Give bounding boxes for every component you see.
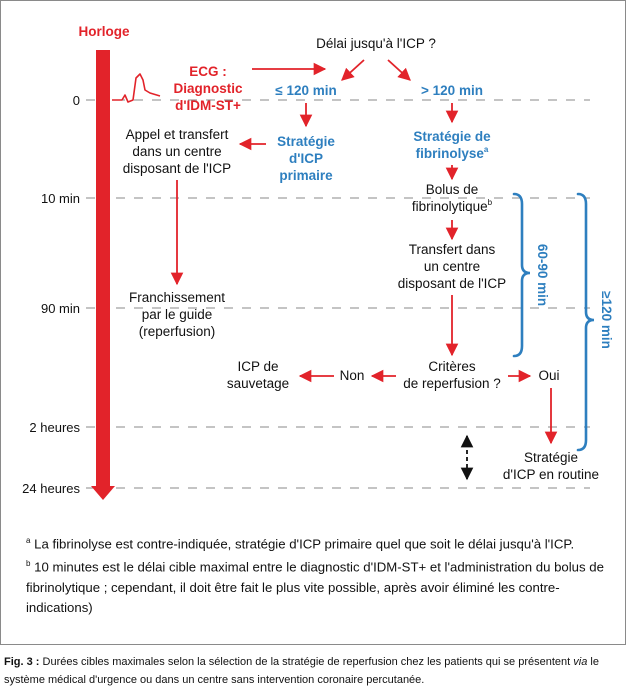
delay-question: Délai jusqu'à l'ICP ? (316, 36, 436, 51)
guide-line1: Franchissement (128, 290, 226, 305)
brace-60-90-label: 60-90 min (535, 243, 550, 307)
ecg-label-line1: ECG : (189, 64, 227, 79)
fibrinolysis-strategy-line1: Stratégie de (413, 129, 491, 144)
routine-line1: Stratégie (523, 450, 579, 465)
criteria-line1: Critères (428, 359, 476, 374)
tick-10min: 10 min (40, 191, 80, 206)
caption-italic: via (573, 656, 588, 668)
bolus-line2: fibrinolytique$^b$ (411, 198, 493, 214)
ecg-label-line2: Diagnostic (173, 81, 243, 96)
ecg-waveform-icon (112, 74, 160, 102)
brace-60-90 (514, 194, 530, 356)
brace-120 (578, 194, 594, 450)
tick-90min: 90 min (40, 301, 80, 316)
routine-line2: d'ICP en routine (502, 467, 600, 482)
arrow-delay-to-gt120 (388, 60, 410, 80)
rescue-line1: ICP de (237, 359, 279, 374)
guide-line2: par le guide (141, 307, 213, 322)
clock-title: Horloge (78, 24, 130, 39)
footnotes (26, 531, 616, 618)
label-non: Non (339, 368, 365, 383)
footnote-a: $^a$ La fibrinolyse est contre-indiquée, stratégie d'ICP primaire quel que soit le délai jusqu'à l'ICP. (26, 536, 575, 552)
label-oui: Oui (538, 368, 560, 383)
branch-le120: ≤ 120 min (275, 83, 337, 98)
primary-strategy-line2: d'ICP (289, 151, 323, 166)
caption-label: Fig. 3 : (4, 656, 40, 668)
figure-caption: Fig. 3 : Durées cibles maximales selon la sélection de la stratégie de reperfusion chez les patients qui se présentent via le système médical d'urgence ou dans un centre sans intervention coronaire percutanée. (4, 656, 599, 686)
call-transfer-line1: Appel et transfert (125, 127, 229, 142)
transfer-line2: un centre (423, 259, 481, 274)
clock-arrowhead (91, 486, 115, 500)
fibrinolysis-footnote-mark: a (483, 145, 489, 154)
call-transfer-line2: dans un centre (132, 144, 222, 159)
primary-strategy-line3: primaire (279, 168, 333, 183)
ecg-label-line3: d'IDM-ST+ (175, 98, 241, 113)
bolus-line1: Bolus de (425, 182, 479, 197)
arrow-delay-to-le120 (342, 60, 364, 80)
call-transfer-line3: disposant de l'ICP (122, 161, 232, 176)
rescue-line2: sauvetage (226, 376, 290, 391)
criteria-line2: de reperfusion ? (403, 376, 501, 391)
primary-strategy-line1: Stratégie (277, 134, 335, 149)
branch-gt120: > 120 min (421, 83, 483, 98)
tick-2h: 2 heures (29, 420, 80, 435)
guide-line3: (reperfusion) (138, 324, 216, 339)
tick-0: 0 (72, 93, 80, 108)
bolus-footnote-mark: b (487, 198, 493, 207)
clock-bar (96, 50, 110, 486)
brace-120-label: ≥120 min (599, 291, 614, 349)
footnote-b: $^b$ 10 minutes est le délai cible maximal entre le diagnostic d'IDM-ST+ et l'administration du bolus de fibrinolytique ; cependant, il doit être fait le plus vite possible, après avoir éliminé les contre-indications) (26, 559, 604, 615)
fibrinolysis-strategy-line2: fibrinolyse$^a$ (415, 145, 489, 161)
transfer-line3: disposant de l'ICP (397, 276, 507, 291)
tick-24h: 24 heures (22, 481, 80, 496)
transfer-line1: Transfert dans (408, 242, 496, 257)
